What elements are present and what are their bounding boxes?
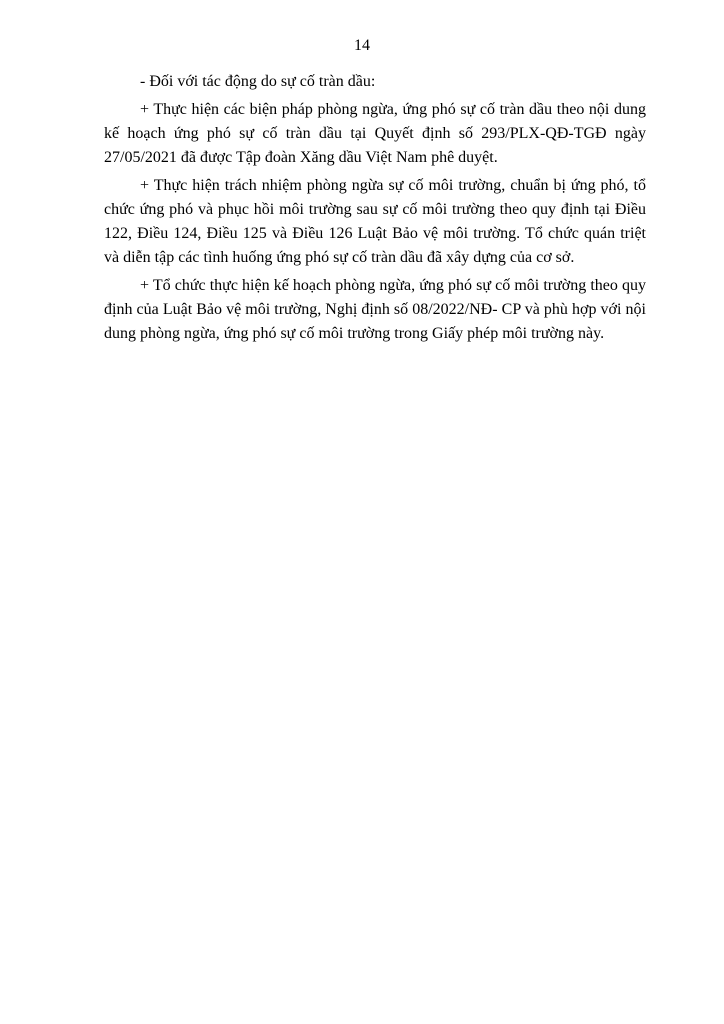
document-body (104, 70, 646, 350)
page-number: 14 (354, 37, 370, 54)
paragraph-oil-spill-heading: - Đối với tác động do sự cố tràn dầu: (140, 73, 376, 90)
paragraph-prevention-plan: + Tổ chức thực hiện kế hoạch phòng ngừa, ứng phó sự cố môi trường theo quy định của Luật Bảo vệ môi trường, Nghị định số 08/2022/NĐ- CP và phù hợp với nội dung phòng ngừa, ứng phó sự cố môi trường trong Giấy phép môi trường này. (104, 277, 646, 342)
paragraph-oil-spill-plan: + Thực hiện các biện pháp phòng ngừa, ứng phó sự cố tràn dầu theo nội dung kế hoạch ứng phó sự cố tràn dầu tại Quyết định số 293/PLX-QĐ-TGĐ ngày 27/05/2021 đã được Tập đoàn Xăng dầu Việt Nam phê duyệt. (104, 101, 646, 166)
paragraph-incident-responsibility: + Thực hiện trách nhiệm phòng ngừa sự cố môi trường, chuẩn bị ứng phó, tổ chức ứng phó và phục hồi môi trường sau sự cố môi trường theo quy định tại Điều 122, Điều 124, Điều 125 và Điều 126 Luật Bảo vệ môi trường. Tổ chức quán triệt và diễn tập các tình huống ứng phó sự cố tràn dầu đã xây dựng của cơ sở. (104, 177, 646, 266)
